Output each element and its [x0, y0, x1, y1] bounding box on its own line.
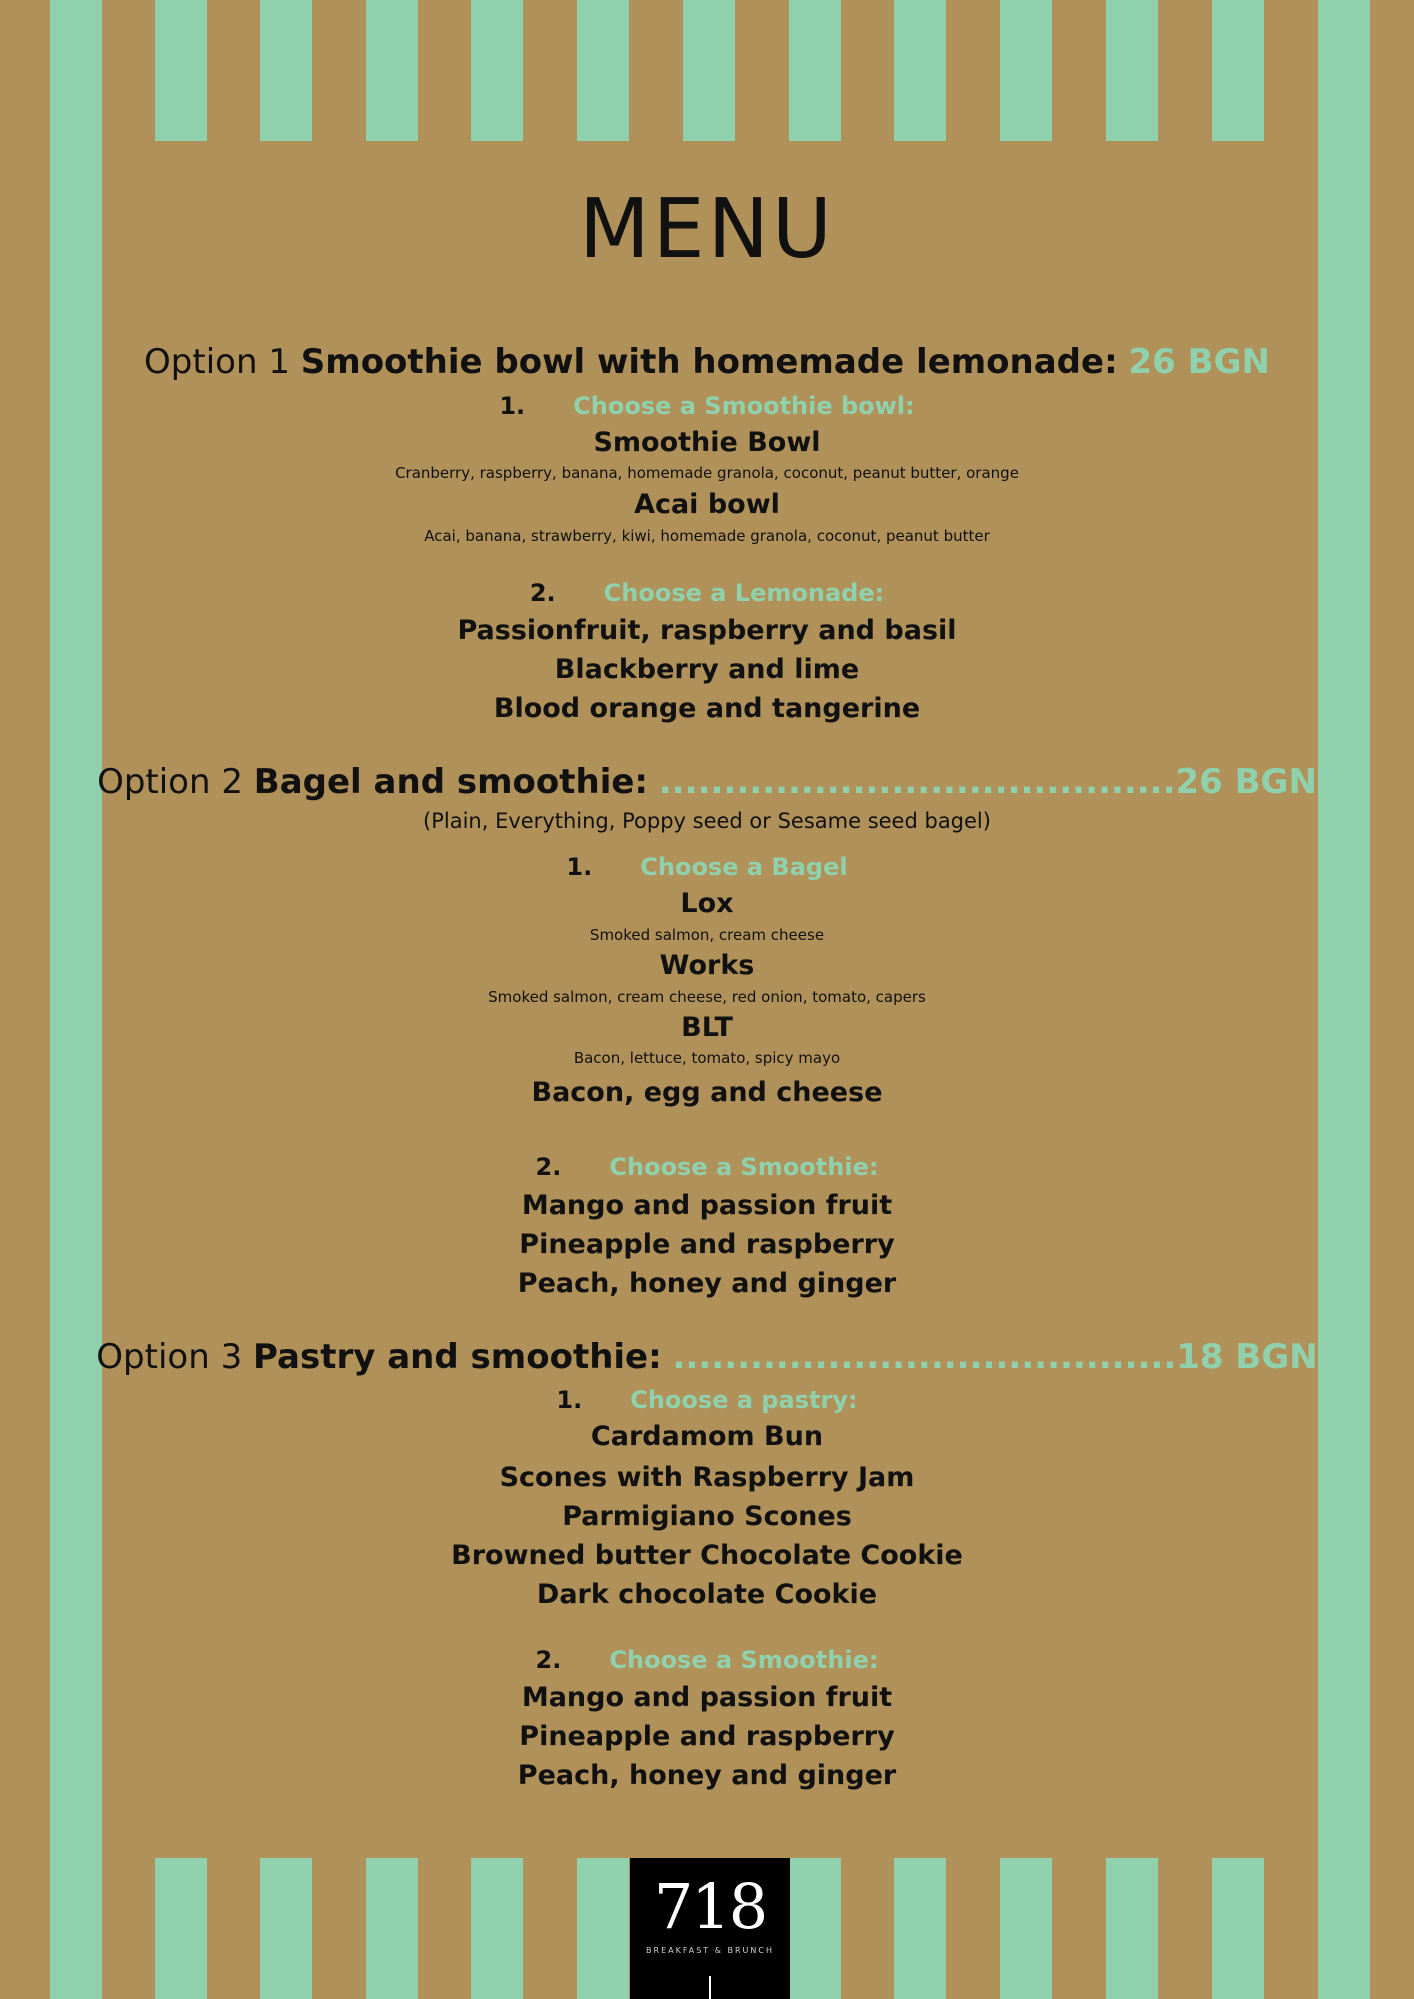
- option3-step2: [0, 1644, 1414, 1676]
- logo-divider: [709, 1976, 711, 1999]
- logo-mark: 718: [653, 1870, 767, 1943]
- option1-label: Option 1: [144, 342, 290, 382]
- bottom-stripe: [260, 1858, 312, 1999]
- bottom-stripe: [471, 1858, 523, 1999]
- bottom-stripe: [366, 1858, 418, 1999]
- top-stripe: [1212, 0, 1264, 141]
- page-title: MENU: [579, 182, 835, 277]
- bottom-stripe: [789, 1858, 841, 1999]
- brand-logo: [630, 1858, 790, 1999]
- option2-heading: [0, 760, 1414, 804]
- option1-heading: [0, 340, 1414, 384]
- smoothie-item: Mango and passion fruit: [521, 1190, 893, 1221]
- step-number: 2.: [535, 1153, 562, 1181]
- option2-price: ........................................26 BGN: [658, 762, 1317, 802]
- option1-step2: [0, 577, 1414, 609]
- logo-tagline: BREAKFAST & BRUNCH: [646, 1946, 774, 1955]
- top-stripe: [894, 0, 946, 141]
- bagel-item-name: BLT: [681, 1012, 733, 1043]
- bottom-stripe: [894, 1858, 946, 1999]
- bottom-stripe: [577, 1858, 629, 1999]
- bottom-stripe: [1000, 1858, 1052, 1999]
- step-number: 1.: [556, 1386, 583, 1414]
- pastry-item: Scones with Raspberry Jam: [499, 1462, 915, 1493]
- top-stripe: [471, 0, 523, 141]
- option1-step1: [0, 390, 1414, 422]
- top-stripe: [260, 0, 312, 141]
- step-label: Choose a Lemonade:: [603, 579, 885, 607]
- option3-label: Option 3: [96, 1337, 243, 1377]
- menu-item-desc: Acai, banana, strawberry, kiwi, homemade granola, coconut, peanut butter: [424, 527, 990, 545]
- smoothie-item: Pineapple and raspberry: [519, 1721, 895, 1752]
- step-label: Choose a Smoothie:: [609, 1153, 879, 1181]
- step-number: 1.: [499, 392, 526, 420]
- step-label: Choose a Smoothie:: [609, 1646, 879, 1674]
- step-number: 1.: [566, 853, 593, 881]
- option2-step2: [0, 1151, 1414, 1183]
- option3-price: .......................................18 BGN: [672, 1337, 1318, 1377]
- bagel-item-desc: Bacon, lettuce, tomato, spicy mayo: [573, 1049, 841, 1067]
- bottom-stripe: [155, 1858, 207, 1999]
- top-stripe: [789, 0, 841, 141]
- step-label: Choose a Bagel: [640, 853, 848, 881]
- bagel-item-desc: Smoked salmon, cream cheese: [589, 926, 825, 944]
- option3-step1: [0, 1384, 1414, 1416]
- smoothie-item: Peach, honey and ginger: [517, 1268, 897, 1299]
- option1-name: Smoothie bowl with homemade lemonade:: [300, 342, 1118, 382]
- top-stripe: [155, 0, 207, 141]
- pastry-item: Parmigiano Scones: [562, 1501, 852, 1532]
- top-stripe: [577, 0, 629, 141]
- bagel-item-name: Lox: [680, 888, 734, 919]
- step-label: Choose a pastry:: [630, 1386, 858, 1414]
- bagel-item-desc: Smoked salmon, cream cheese, red onion, tomato, capers: [488, 988, 926, 1006]
- pastry-item: Dark chocolate Cookie: [536, 1579, 878, 1610]
- option3-heading: [0, 1335, 1414, 1379]
- top-stripe: [1000, 0, 1052, 141]
- bottom-stripe: [1106, 1858, 1158, 1999]
- option2-note: (Plain, Everything, Poppy seed or Sesame seed bagel): [423, 809, 991, 833]
- lemonade-item: Passionfruit, raspberry and basil: [457, 615, 957, 646]
- bottom-stripe: [1212, 1858, 1264, 1999]
- top-stripe: [1106, 0, 1158, 141]
- option2-step1: [0, 851, 1414, 883]
- menu-item-name: Acai bowl: [634, 489, 780, 520]
- lemonade-item: Blood orange and tangerine: [493, 693, 921, 724]
- lemonade-item: Blackberry and lime: [554, 654, 860, 685]
- bagel-item-name: Works: [659, 950, 755, 981]
- pastry-item: Cardamom Bun: [590, 1421, 824, 1452]
- bagel-item-name: Bacon, egg and cheese: [531, 1077, 883, 1108]
- step-number: 2.: [529, 579, 556, 607]
- option1-price: 26 BGN: [1128, 342, 1270, 382]
- step-number: 2.: [535, 1646, 562, 1674]
- smoothie-item: Pineapple and raspberry: [519, 1229, 895, 1260]
- smoothie-item: Peach, honey and ginger: [517, 1760, 897, 1791]
- menu-item-name: Smoothie Bowl: [593, 427, 821, 458]
- option2-name: Bagel and smoothie:: [253, 762, 649, 802]
- menu-item-desc: Cranberry, raspberry, banana, homemade granola, coconut, peanut butter, orange: [395, 464, 1019, 482]
- pastry-item: Browned butter Chocolate Cookie: [451, 1540, 963, 1571]
- top-stripe: [683, 0, 735, 141]
- smoothie-item: Mango and passion fruit: [521, 1682, 893, 1713]
- top-stripe: [366, 0, 418, 141]
- option3-name: Pastry and smoothie:: [253, 1337, 662, 1377]
- step-label: Choose a Smoothie bowl:: [573, 392, 915, 420]
- option2-label: Option 2: [97, 762, 243, 802]
